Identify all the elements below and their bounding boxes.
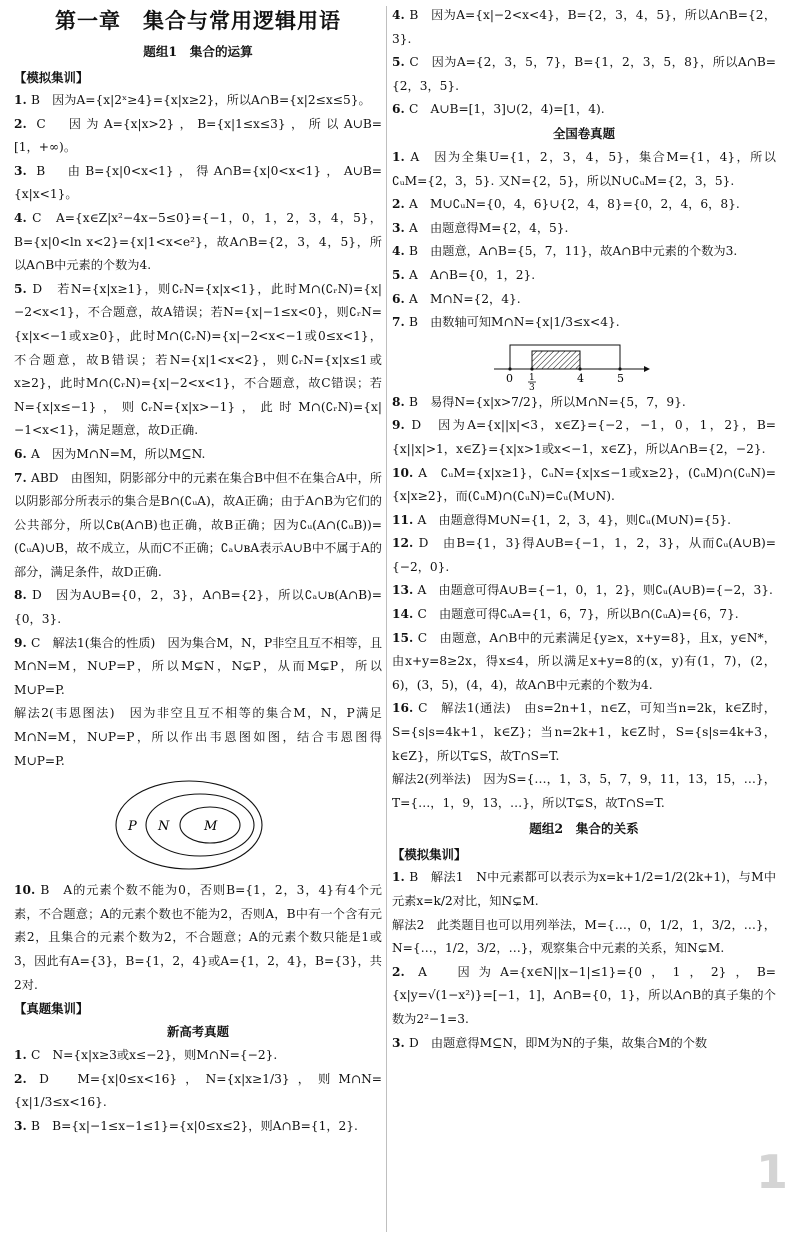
answer-item [392,509,776,533]
answer-number: 8. [392,394,409,409]
answer-list [14,1044,382,1138]
answer-item [14,1115,382,1139]
answer-item [392,391,776,415]
answer-item [392,532,776,579]
answer-item [392,697,776,768]
answer-text: C 由题意可得∁ᵤA={1，6，7}，所以B∩(∁ᵤA)={6，7}. [417,607,739,622]
section-label-mock-2: 【模拟集训】 [392,847,467,863]
column-divider [386,6,387,1232]
answer-list [14,89,382,773]
page-number: 1 [755,1145,786,1199]
answer-number: 9. [14,635,31,650]
answer-item [14,443,382,467]
answer-number: 14. [392,607,418,622]
answer-number: 7. [392,315,409,330]
answer-text: D M={x|0≤x<16}，N={x|x≥1/3}，则M∩N={x|1/3≤x<16}. [14,1071,382,1110]
answer-item [392,193,776,217]
answer-number: 1. [392,870,410,885]
answer-text: C 解法1(通法) 由s=2n+1，n∈Z，可知当n=2k，k∈Z时，S={s|s=4k+1，k∈Z}；当n=2k+1，k∈Z时，S={s|s=4k+3，k∈Z}，所以T⊊S，故T∩S=T. [392,701,776,763]
answer-text: B B={x|−1≤x−1≤1}={x|0≤x≤2}，则A∩B={1，2}. [30,1118,358,1133]
section-label-real: 【真题集训】 [14,1001,89,1017]
answer-text: ABD 由图知，阴影部分中的元素在集合B中但不在集合A中，所以阴影部分所表示的集合是B∩(∁ᵤA)，故A正确；由于A∩B为它们的公共部分，所以∁ʙ(A∩B)也正确，故B正确；因为∁ᵤ(A∩(∁ᵤB))=(∁ᵤA)∪B，故不成立，从而C不正确；∁ₐ∪ʙA表示A∪B中不属于A的部分，满足条件，故D正确. [14,470,382,579]
answer-list [392,4,776,122]
answer-number: 11. [392,512,418,527]
answer-number: 5. [392,267,409,282]
sub-title-new: 新高考真题 [167,1024,229,1040]
answer-number: 4. [392,8,410,22]
answer-number: 3. [392,220,409,235]
answer-text: A M∪∁ᵤN={0，4，6}∪{2，4，8}={0，2，4，6，8}. [408,197,740,212]
answer-list [392,866,776,1055]
answer-number: 10. [392,465,419,480]
answer-list [392,146,776,335]
answer-item [392,98,776,122]
answer-number: 6. [392,291,409,306]
answer-item [392,264,776,288]
answer-text: A 因为全集U={1，2，3，4，5}，集合M={1，4}，所以∁ᵤM={2，3，5}. 又N={2，5}，所以N∪∁ᵤM={2，3，5}. [392,149,776,188]
answer-text: A A∩B={0，1，2}. [408,267,536,282]
answer-text: D 因为A={x||x|<3，x∈Z}={−2，−1，0，1，2}，B={x||x|>1，x∈Z}={x|x>1或x<−1，x∈Z}，所以A∩B={2，−2}. [392,418,776,456]
tick-dot-4 [578,367,581,370]
tick-dot-1-3 [530,367,533,370]
answer-text: 解法2 此类题目也可以用列举法，M={…，0，1/2，1，3/2，…}，N={…，1/2，3/2，…}，观察集合中元素的关系，知N⊊M. [392,917,776,956]
answer-number: 3. [14,1118,31,1133]
tick-label-5: 5 [617,371,624,385]
answer-item [392,414,776,461]
answer-item [14,702,382,773]
answer-item [392,866,776,913]
answer-number: 10. [14,883,41,898]
answer-text: B 易得N={x|x>7/2}，所以M∩N={5，7，9}. [408,394,686,409]
answer-number: 7. [14,470,32,485]
tick-label-4: 4 [577,371,584,385]
answer-text: C 由题意，A∩B中的元素满足{y≥x，x+y=8}，且x，y∈N*，由x+y=8≥2x，得x≤4，所以满足x+y=8的(x，y)有(1，7)，(2，6)，(3，5)，(4，4)，故A∩B中元素的个数为4. [392,630,776,692]
answer-item [392,462,776,509]
answer-item [392,217,776,241]
answer-item [14,879,382,997]
answer-text: B 因为A={x|2ˣ≥4}={x|x≥2}，所以A∩B={x|2≤x≤5}。 [30,93,371,107]
answer-item [392,579,776,603]
answer-number: 1. [14,1048,31,1063]
answer-text: D 因为A∪B={0，2，3}，A∩B={2}，所以∁ₐ∪ʙ(A∩B)={0，3}. [14,588,382,627]
answer-text: D 由B={1，3}得A∪B={−1，1，2，3}，从而∁ᵤ(A∪B)={−2，0}. [392,536,776,574]
answer-number: 8. [14,588,33,603]
answer-list [14,879,382,997]
answer-text: A ∁ᵤM={x|x≥1}，∁ᵤN={x|x≤−1或x≥2}，(∁ᵤM)∩(∁ᵤN)={x|x≥2}，而(∁ᵤM)∩(∁ᵤN)=∁ᵤ(M∪N). [392,465,776,504]
answer-number: 6. [14,446,31,461]
answer-text: C A={x∈Z|x²−4x−5≤0}={−1，0，1，2，3，4，5}，B={x|0<ln x<2}={x|1<x<e²}，故A∩B={2，3，4，5}，所以A∩B中元素的个数为4. [14,210,382,273]
group-title-2: 题组2 集合的关系 [529,821,639,837]
answer-number: 5. [392,55,410,70]
answer-text: 解法2(韦恩图法) 因为非空且互不相等的集合M，N，P满足M∩N=M，N∪P=P，所以作出韦恩图如图，结合韦恩图得M∪P=P. [14,706,382,768]
answer-item [14,278,382,443]
answer-item [14,632,382,703]
answer-number: 15. [392,630,418,645]
answer-text: A M∩N={2，4}. [408,291,521,306]
answer-number: 1. [14,93,31,107]
answer-item [392,240,776,264]
answer-text: A 因为A={x∈N||x−1|≤1}={0，1，2}，B={x|y=√(1−x²)}=[−1，1]，A∩B={0，1}，所以A∩B的真子集的个数为2²−1=3. [392,964,777,1026]
answer-text: B 因为A={x|−2<x<4}，B={2，3，4，5}，所以A∩B={2，3}. [392,8,777,46]
answer-text: A 因为M∩N=M，所以M⊆N. [30,446,206,461]
section-label-mock: 【模拟集训】 [14,70,89,85]
answer-number: 16. [392,701,419,716]
answer-number: 13. [392,583,418,598]
answer-item [392,603,776,627]
answer-text: B 由题意，A∩B={5，7，11}，故A∩B中元素的个数为3. [408,244,738,259]
answer-item [392,768,776,815]
answer-number: 3. [392,1035,409,1050]
intersection-hatched [532,351,580,369]
answer-text: D 若N={x|x≥1}，则∁ᵣN={x|x<1}，此时M∩(∁ᵣN)={x|−2<x<1}，不合题意，故A错误；若N={x|−1≤x<0}，则∁ᵣN={x|x<−1或x≥0}，此时M∩(∁ᵣN)={x|−2<x<−1或0≤x<1}，不合题意，故B错误；若N={x|1<x<2}，则∁ᵣN={x|x≤1或x≥2}，此时M∩(∁ᵣN)={x|−2<x<1}，不合题意，故C错误；若N={x|x≤−1}，则∁ᵣN={x|x>−1}，此时M∩(∁ᵣN)={x|−1<x<1}，满足题意，故D正确. [14,281,382,438]
number-line-arrow [644,366,650,372]
answer-text: A 由题意得M={2，4，5}. [408,220,569,235]
answer-item [14,1068,382,1115]
answer-number: 12. [392,536,419,551]
answer-text: D 由题意得M⊆N，即M为N的子集，故集合M的个数 [408,1035,708,1050]
answer-item [14,1044,382,1068]
answer-text: B A的元素个数不能为0，否则B={1，2，3，4}有4个元素，不合题意；A的元素个数也不能为2，否则A，B中有一个含有元素2，且集合的元素个数为2，不合题意；A的元素个数只能是1或3，因此有A={3}，B={1，2，4}或A={1，2，4}，B={3}，共2对. [14,883,382,992]
answer-item [14,584,382,631]
tick-label-3: 3 [529,382,535,391]
answer-number: 2. [392,964,419,979]
answer-text: A 由题意得M∪N={1，2，3，4}，则∁ᵤ(M∪N)={5}. [417,512,732,527]
right-column [392,4,776,1055]
tick-label-1: 1 [529,372,535,383]
answer-item [392,51,776,98]
answer-text: C A∪B=[1，3]∪(2，4)=[1，4). [408,102,605,117]
answer-text: 解法2(列举法) 因为S={…，1，3，5，7，9，11，13，15，…}，T={…，1，9，13，…}，所以T⊊S，故T∩S=T. [392,772,776,810]
group-title: 题组1 集合的运算 [143,44,253,59]
answer-number: 2. [392,197,409,212]
answer-item [14,113,382,160]
answer-item [14,89,382,113]
venn-label-p: P [128,819,137,835]
number-line-diagram [492,339,652,391]
answer-number: 2. [14,116,37,131]
answer-text: B 解法1 N中元素都可以表示为x=k+1/2=1/2(2k+1)，与M中元素x=k/2对比，知N⊊M. [392,870,777,908]
answer-number: 5. [14,281,33,296]
answer-text: A 由题意可得A∪B={−1，0，1，2}，则∁ᵤ(A∪B)={−2，3}. [417,583,773,598]
answer-text: C 解法1(集合的性质) 因为集合M，N，P非空且互不相等，且M∩N=M，N∪P=P，所以M⊊N，N⊊P，从而M⊊P，所以M∪P=P. [14,635,383,697]
sub-title-national: 全国卷真题 [553,125,615,141]
answer-item [392,914,776,961]
tick-dot-0 [508,367,511,370]
answer-item [392,4,776,51]
answer-number: 4. [392,244,409,259]
answer-item [392,146,776,193]
tick-dot-5 [618,367,621,370]
answer-item [392,311,776,335]
answer-list [392,391,776,816]
tick-label-0: 0 [506,371,513,385]
answer-number: 4. [14,210,33,225]
answer-text: B 由B={x|0<x<1}，得A∩B={x|0<x<1}，A∪B={x|x<1}。 [14,163,383,202]
answer-text: B 由数轴可知M∩N={x|1/3≤x<4}. [408,315,620,330]
left-column [14,4,382,1139]
answer-item [14,467,382,585]
chapter-title: 第一章 集合与常用逻辑用语 [55,8,341,33]
answer-item [392,1032,776,1056]
answer-number: 9. [392,418,412,433]
venn-label-m: M [204,819,218,835]
venn-label-n: N [158,819,170,835]
answer-number: 2. [14,1071,40,1086]
answer-text: C 因为A={2，3，5，7}，B={1，2，3，5，8}，所以A∩B={2，3，5}. [392,55,776,93]
answer-number: 3. [14,163,37,178]
answer-item [392,961,776,1032]
answer-item [14,160,382,207]
answer-item [392,288,776,312]
venn-diagram [114,779,264,871]
answer-item [14,207,382,278]
answer-number: 1. [392,149,411,164]
answer-text: C 因为A={x|x>2}，B={x|1≤x≤3}，所以A∪B=[1，+∞)。 [14,116,382,155]
answer-text: C N={x|x≥3或x≤−2}，则M∩N={−2}. [30,1048,278,1063]
answer-number: 6. [392,102,409,117]
answer-item [392,627,776,698]
